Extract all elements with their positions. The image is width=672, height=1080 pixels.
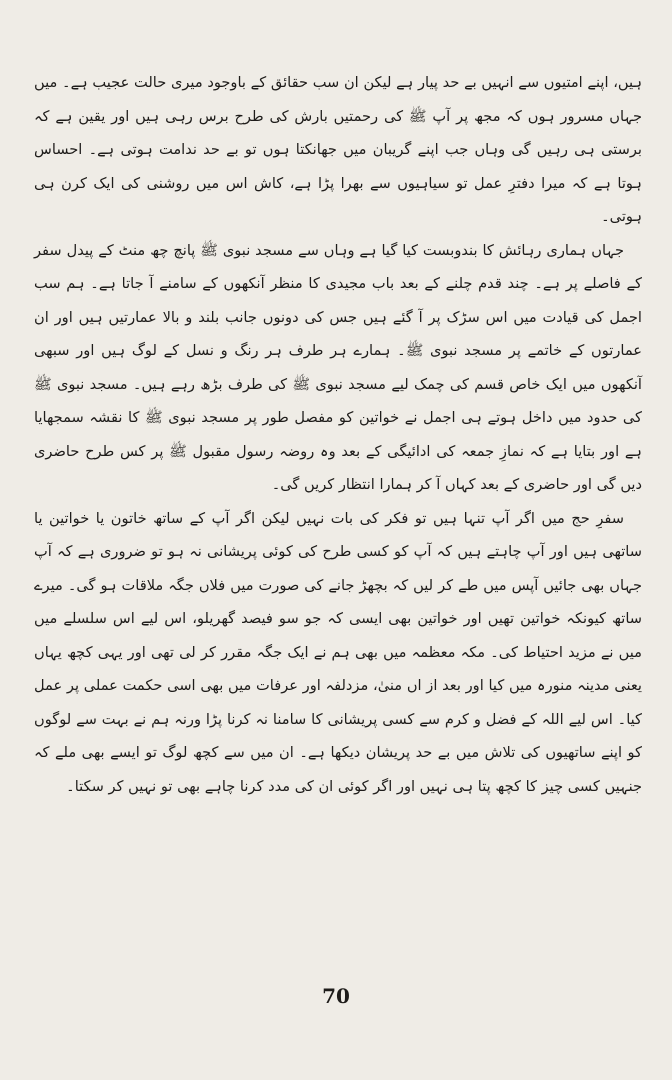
page-number: 70 [322, 984, 350, 1008]
body-text [34, 66, 642, 803]
paragraph-1: ہیں، اپنے امتیوں سے انہیں بے حد پیار ہے لیکن ان سب حقائق کے باوجود میری حالت عجیب ہے۔ میں جہاں مسرور ہوں کہ مجھ پر آپ ﷺ کی رحمتیں بارش کی طرح برس رہی ہیں اور یقین ہے کہ برستی ہی رہیں گی وہاں جب اپنے گریبان میں جھانکتا ہوں تو بے حد ندامت ہوتی ہے۔ احساس ہوتا ہے کہ میرا دفترِ عمل تو سیاہیوں سے بھرا پڑا ہے، کاش اس میں روشنی کی ایک کرن ہی ہوتی۔ [34, 74, 642, 225]
paragraph-3: سفرِ حج میں اگر آپ تنہا ہیں تو فکر کی بات نہیں لیکن اگر آپ کے ساتھ خاتون یا خواتین یا ساتھی ہیں اور آپ چاہتے ہیں کہ آپ کو کسی طرح کی کوئی پریشانی نہ ہو تو ضروری ہے کہ آپ جہاں بھی جائیں آپس میں طے کر لیں کہ بچھڑ جانے کی صورت میں فلاں جگہ ملاقات ہو گی۔ میرے ساتھ کیونکہ خواتین تھیں اور خواتین بھی ایسی کہ جو سو فیصد گھریلو، اس لیے اس سلسلے میں میں نے مزید احتیاط کی۔ مکہ معظمہ میں بھی ہم نے ایک جگہ مقرر کر لی تھی اور یہی کچھ یہاں یعنی مدینہ منورہ میں کیا اور بعد از اں منیٰ، مزدلفہ اور عرفات میں بھی اسی حکمت عملی پر عمل کیا۔ اس لیے اللہ کے فضل و کرم سے کسی پریشانی کا سامنا نہ کرنا پڑا ورنہ ہم نے بہت سے لوگوں کو اپنے ساتھیوں کی تلاش میں بے حد پریشان دیکھا ہے۔ ان میں سے کچھ لوگ تو ایسے بھی ملے کہ جنہیں کسی چیز کا کچھ پتا ہی نہیں اور اگر کوئی ان کی مدد کرنا چاہے بھی تو نہیں کر سکتا۔ [34, 509, 642, 795]
paragraph-2: جہاں ہماری رہائش کا بندوبست کیا گیا ہے وہاں سے مسجد نبوی ﷺ پانچ چھ منٹ کے پیدل سفر کے فاصلے پر ہے۔ چند قدم چلنے کے بعد باب مجیدی کا منظر آنکھوں کے سامنے آ جاتا ہے۔ ہم سب اجمل کی قیادت میں اس سڑک پر آ گئے ہیں جس کی دونوں جانب بلند و بالا عمارتیں ہیں اور ان عمارتوں کے خاتمے پر مسجد نبوی ﷺ۔ ہمارے ہر طرف ہر رنگ و نسل کے لوگ ہیں اور سبھی آنکھوں میں ایک خاص قسم کی چمک لیے مسجد نبوی ﷺ کی طرف بڑھ رہے ہیں۔ مسجد نبوی ﷺ کی حدود میں داخل ہوتے ہی اجمل نے خواتین کو مفصل طور پر مسجد نبوی ﷺ کا نقشہ سمجھایا ہے اور بتایا ہے کہ نمازِ جمعہ کی ادائیگی کے بعد وہ روضہ رسول مقبول ﷺ پر کس طرح حاضری دیں گی اور حاضری کے بعد کہاں آ کر ہمارا انتظار کریں گی۔ [34, 241, 642, 493]
